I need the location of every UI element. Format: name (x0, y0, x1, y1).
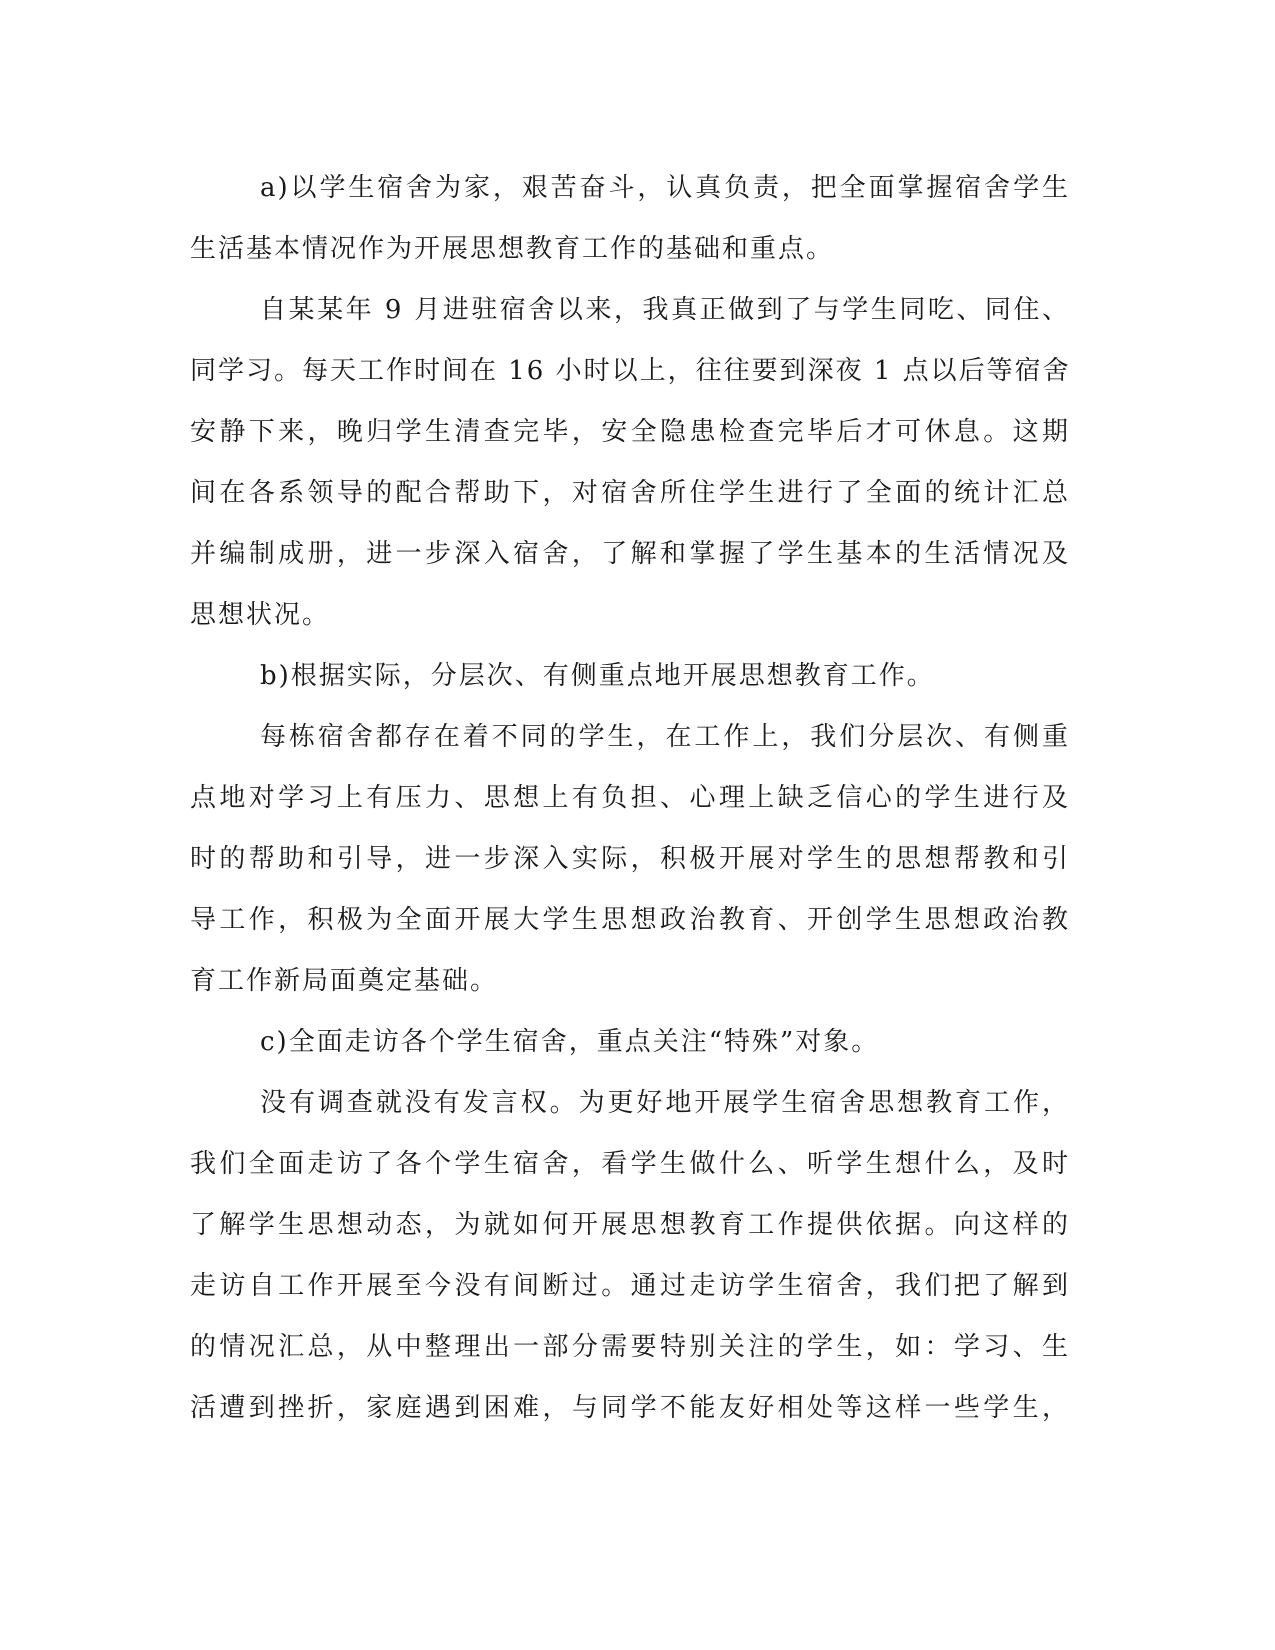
text-line: 我们全面走访了各个学生宿舍，看学生做什么、听学生想什么，及时 (190, 1149, 1070, 1179)
text-line: 时的帮助和引导，进一步深入实际，积极开展对学生的思想帮教和引 (190, 844, 1070, 874)
text-line: 导工作，积极为全面开展大学生思想政治教育、开创学生思想政治教 (190, 905, 1070, 935)
text-line: 没有调查就没有发言权。为更好地开展学生宿舍思想教育工作， (260, 1088, 1070, 1118)
text-line: 思想状况。 (190, 600, 331, 630)
text-line: 并编制成册，进一步深入宿舍，了解和掌握了学生基本的生活情况及 (190, 539, 1070, 569)
text-line: 生活基本情况作为开展思想教育工作的基础和重点。 (190, 234, 835, 264)
text-line: a)以学生宿舍为家，艰苦奋斗，认真负责，把全面掌握宿舍学生 (260, 173, 1070, 203)
document-body (190, 158, 1070, 1439)
text-line: b)根据实际，分层次、有侧重点地开展思想教育工作。 (260, 661, 935, 691)
text-line: 同学习。每天工作时间在 16 小时以上，往往要到深夜 1 点以后等宿舍 (190, 356, 1071, 386)
text-line: 间在各系领导的配合帮助下，对宿舍所住学生进行了全面的统计汇总 (190, 478, 1070, 508)
text-line: c)全面走访各个学生宿舍，重点关注“特殊”对象。 (260, 1027, 880, 1057)
text-line: 走访自工作开展至今没有间断过。通过走访学生宿舍，我们把了解到 (190, 1271, 1070, 1301)
text-line: 的情况汇总，从中整理出一部分需要特别关注的学生，如：学习、生 (190, 1332, 1070, 1362)
text-line: 点地对学习上有压力、思想上有负担、心理上缺乏信心的学生进行及 (190, 783, 1070, 813)
text-line: 了解学生思想动态，为就如何开展思想教育工作提供依据。向这样的 (190, 1210, 1070, 1240)
text-line: 每栋宿舍都存在着不同的学生，在工作上，我们分层次、有侧重 (260, 722, 1070, 752)
text-line: 自某某年 9 月进驻宿舍以来，我真正做到了与学生同吃、同住、 (260, 295, 1070, 325)
text-line: 活遭到挫折，家庭遇到困难，与同学不能友好相处等这样一些学生， (190, 1393, 1070, 1423)
text-line: 育工作新局面奠定基础。 (190, 966, 499, 996)
text-line: 安静下来，晚归学生清查完毕，安全隐患检查完毕后才可休息。这期 (190, 417, 1070, 447)
